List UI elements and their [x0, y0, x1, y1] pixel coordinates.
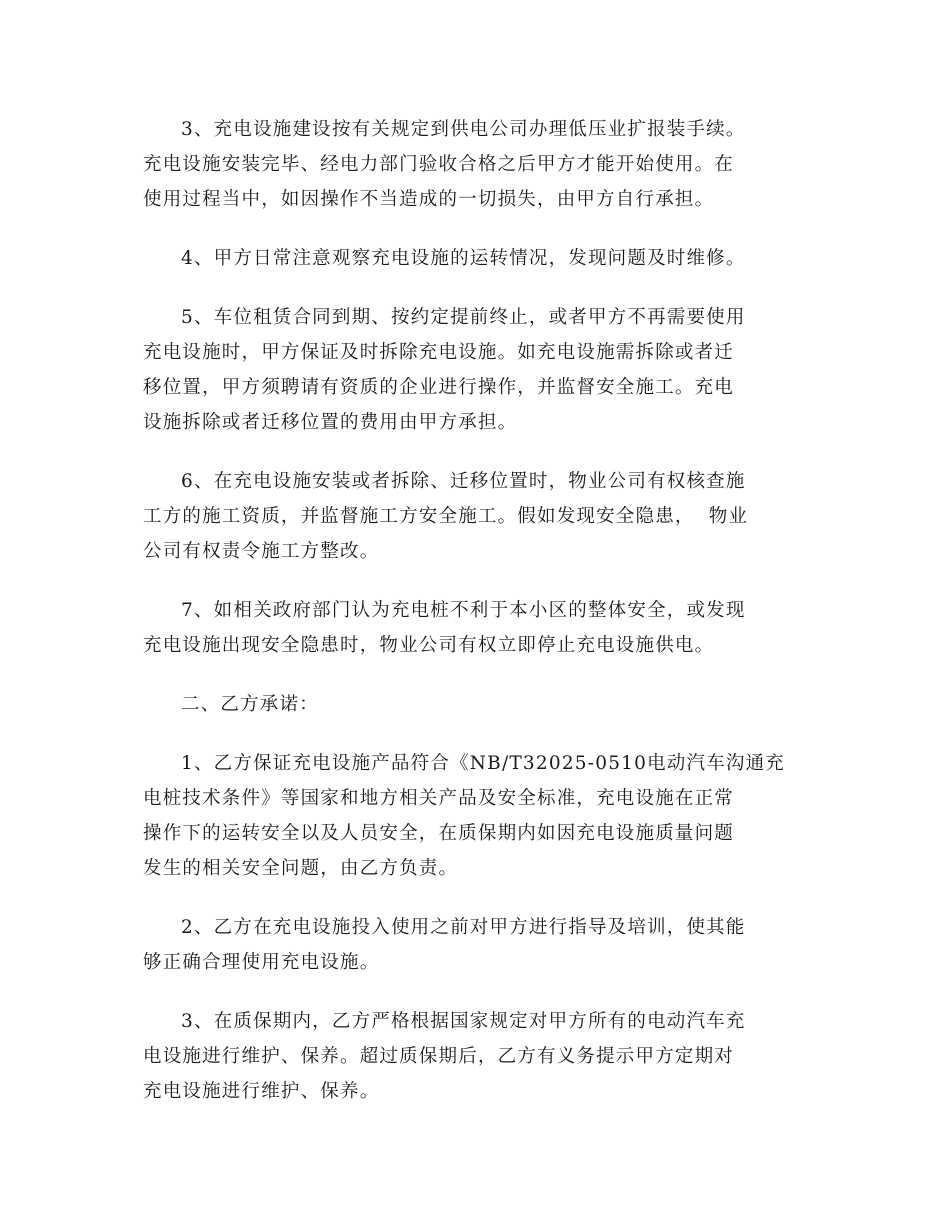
text-line: 充电设施进行维护、保养。: [143, 1081, 380, 1102]
text-line: 5、车位租赁合同到期、按约定提前终止，或者甲方不再需要使用: [181, 307, 746, 328]
text-line: 使用过程当中，如因操作不当造成的一切损失，由甲方自行承担。: [143, 189, 715, 210]
text-line: 1、乙方保证充电设施产品符合《NB/T32025-0510电动汽车沟通充: [181, 753, 786, 774]
text-line: 7、如相关政府部门认为充电桩不利于本小区的整体安全，或发现: [181, 600, 746, 621]
section-heading-text: 二、乙方承诺：: [181, 694, 319, 715]
text-line: 充电设施出现安全隐患时，物业公司有权立即停止充电设施供电。: [143, 635, 715, 656]
text-line: 电桩技术条件》等国家和地方相关产品及安全标准，充电设施在正常: [143, 788, 735, 809]
text-line: 设施拆除或者迁移位置的费用由甲方承担。: [143, 412, 518, 433]
section-heading-party-b: [143, 687, 803, 722]
text-line: 4、甲方日常注意观察充电设施的运转情况，发现问题及时维修。: [181, 248, 746, 269]
clause-a6: [143, 464, 803, 569]
clause-b1: [143, 746, 803, 886]
text-line: 6、在充电设施安装或者拆除、迁移位置时，物业公司有权核查施: [181, 471, 746, 492]
text-line: 充电设施时，甲方保证及时拆除充电设施。如充电设施需拆除或者迁: [143, 342, 735, 363]
clause-a5: [143, 300, 803, 440]
text-line: 3、在质保期内，乙方严格根据国家规定对甲方所有的电动汽车充: [181, 1011, 746, 1032]
clause-a3: [143, 112, 803, 217]
text-line: 发生的相关安全问题，由乙方负责。: [143, 858, 459, 879]
text-line: 3、充电设施建设按有关规定到供电公司办理低压业扩报装手续。: [181, 119, 746, 140]
text-line: 移位置，甲方须聘请有资质的企业进行操作，并监督安全施工。充电: [143, 377, 735, 398]
clause-a4: [143, 241, 803, 276]
text-line: 2、乙方在充电设施投入使用之前对甲方进行指导及培训，使其能: [181, 917, 746, 938]
text-line: 操作下的运转安全以及人员安全，在质保期内如因充电设施质量问题: [143, 823, 735, 844]
clause-b3: [143, 1004, 803, 1109]
text-line: 公司有权责令施工方整改。: [143, 541, 380, 562]
clause-a7: [143, 593, 803, 663]
text-line: 够正确合理使用充电设施。: [143, 952, 380, 973]
clause-b2: [143, 910, 803, 980]
text-line: 充电设施安装完毕、经电力部门验收合格之后甲方才能开始使用。在: [143, 154, 735, 175]
text-line: 电设施进行维护、保养。超过质保期后，乙方有义务提示甲方定期对: [143, 1046, 735, 1067]
text-line: 工方的施工资质，并监督施工方安全施工。假如发现安全隐患， 物业: [143, 506, 749, 527]
document-page: [143, 112, 803, 1133]
